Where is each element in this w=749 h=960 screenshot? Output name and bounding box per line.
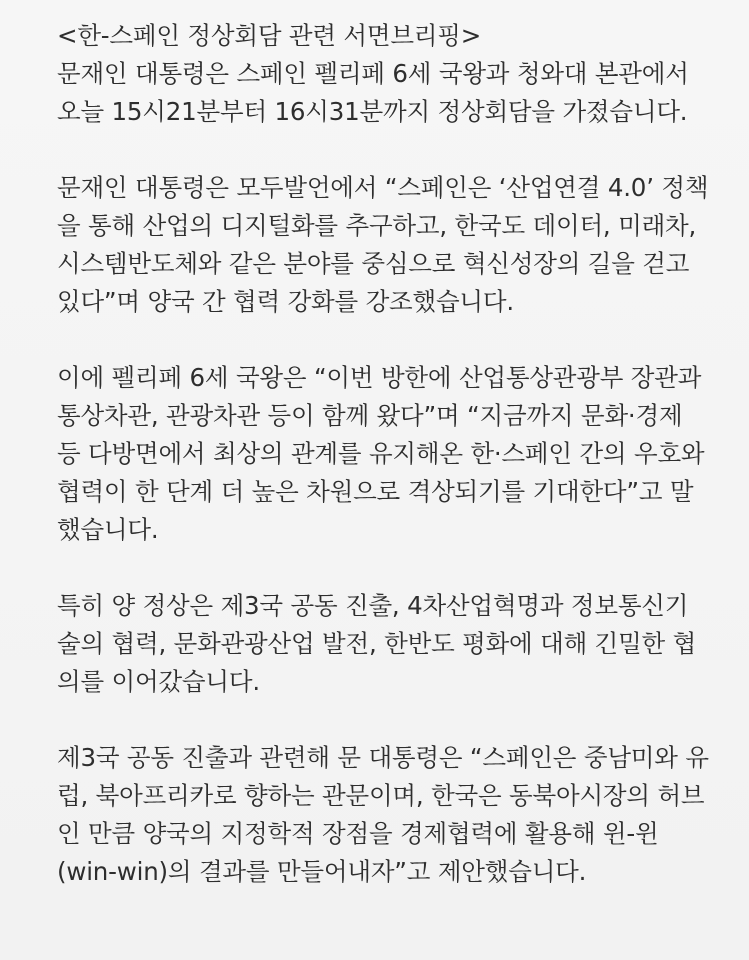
- paragraph-2: [57, 169, 741, 321]
- paragraph-line: 시스템반도체와 같은 분야를 중심으로 혁신성장의 길을 걷고: [57, 249, 690, 278]
- paragraph-line: 오늘 15시21분부터 16시31분까지 정상회담을 가졌습니다.: [57, 97, 688, 126]
- paragraph-line: 제3국 공동 진출과 관련해 문 대통령은 “스페인은 중남미와 유: [57, 743, 709, 772]
- paragraph-spacer: [57, 131, 741, 169]
- paragraph-spacer: [57, 321, 741, 359]
- paragraph-spacer: [57, 701, 741, 739]
- paragraph-line: 특히 양 정상은 제3국 공동 진출, 4차산업혁명과 정보통신기: [57, 591, 689, 620]
- paragraph-line: 럽, 북아프리카로 향하는 관문이며, 한국은 동북아시장의 허브: [57, 781, 705, 810]
- paragraph-5: [57, 739, 741, 891]
- paragraph-line: 협력이 한 단계 더 높은 차원으로 격상되기를 기대한다”고 말: [57, 477, 694, 506]
- paragraph-line: 의를 이어갔습니다.: [57, 667, 260, 696]
- paragraph-line: 했습니다.: [57, 515, 159, 544]
- paragraph-spacer: [57, 549, 741, 587]
- paragraph-line: 있다”며 양국 간 협력 강화를 강조했습니다.: [57, 287, 514, 316]
- paragraph-4: [57, 587, 741, 701]
- paragraph-line: 문재인 대통령은 모두발언에서 “스페인은 ‘산업연결 4.0’ 정책: [57, 173, 709, 202]
- paragraph-1: [57, 55, 741, 131]
- paragraph-line: 술의 협력, 문화관광산업 발전, 한반도 평화에 대해 긴밀한 협: [57, 629, 697, 658]
- paragraph-line: 인 만큼 양국의 지정학적 장점을 경제협력에 활용해 윈-윈: [57, 819, 659, 848]
- paragraph-line: 이에 펠리페 6세 국왕은 “이번 방한에 산업통상관광부 장관과: [57, 363, 702, 392]
- paragraph-line: 통상차관, 관광차관 등이 함께 왔다”며 “지금까지 문화·경제: [57, 401, 683, 430]
- paragraph-3: [57, 359, 741, 549]
- paragraph-line: 문재인 대통령은 스페인 펠리페 6세 국왕과 청와대 본관에서: [57, 59, 689, 88]
- paragraph-line: 을 통해 산업의 디지털화를 추구하고, 한국도 데이터, 미래차,: [57, 211, 697, 240]
- paragraph-line: (win-win)의 결과를 만들어내자”고 제안했습니다.: [57, 857, 587, 886]
- briefing-title: <한-스페인 정상회담 관련 서면브리핑>: [57, 21, 482, 50]
- paragraph-line: 등 다방면에서 최상의 관계를 유지해온 한·스페인 간의 우호와: [57, 439, 705, 468]
